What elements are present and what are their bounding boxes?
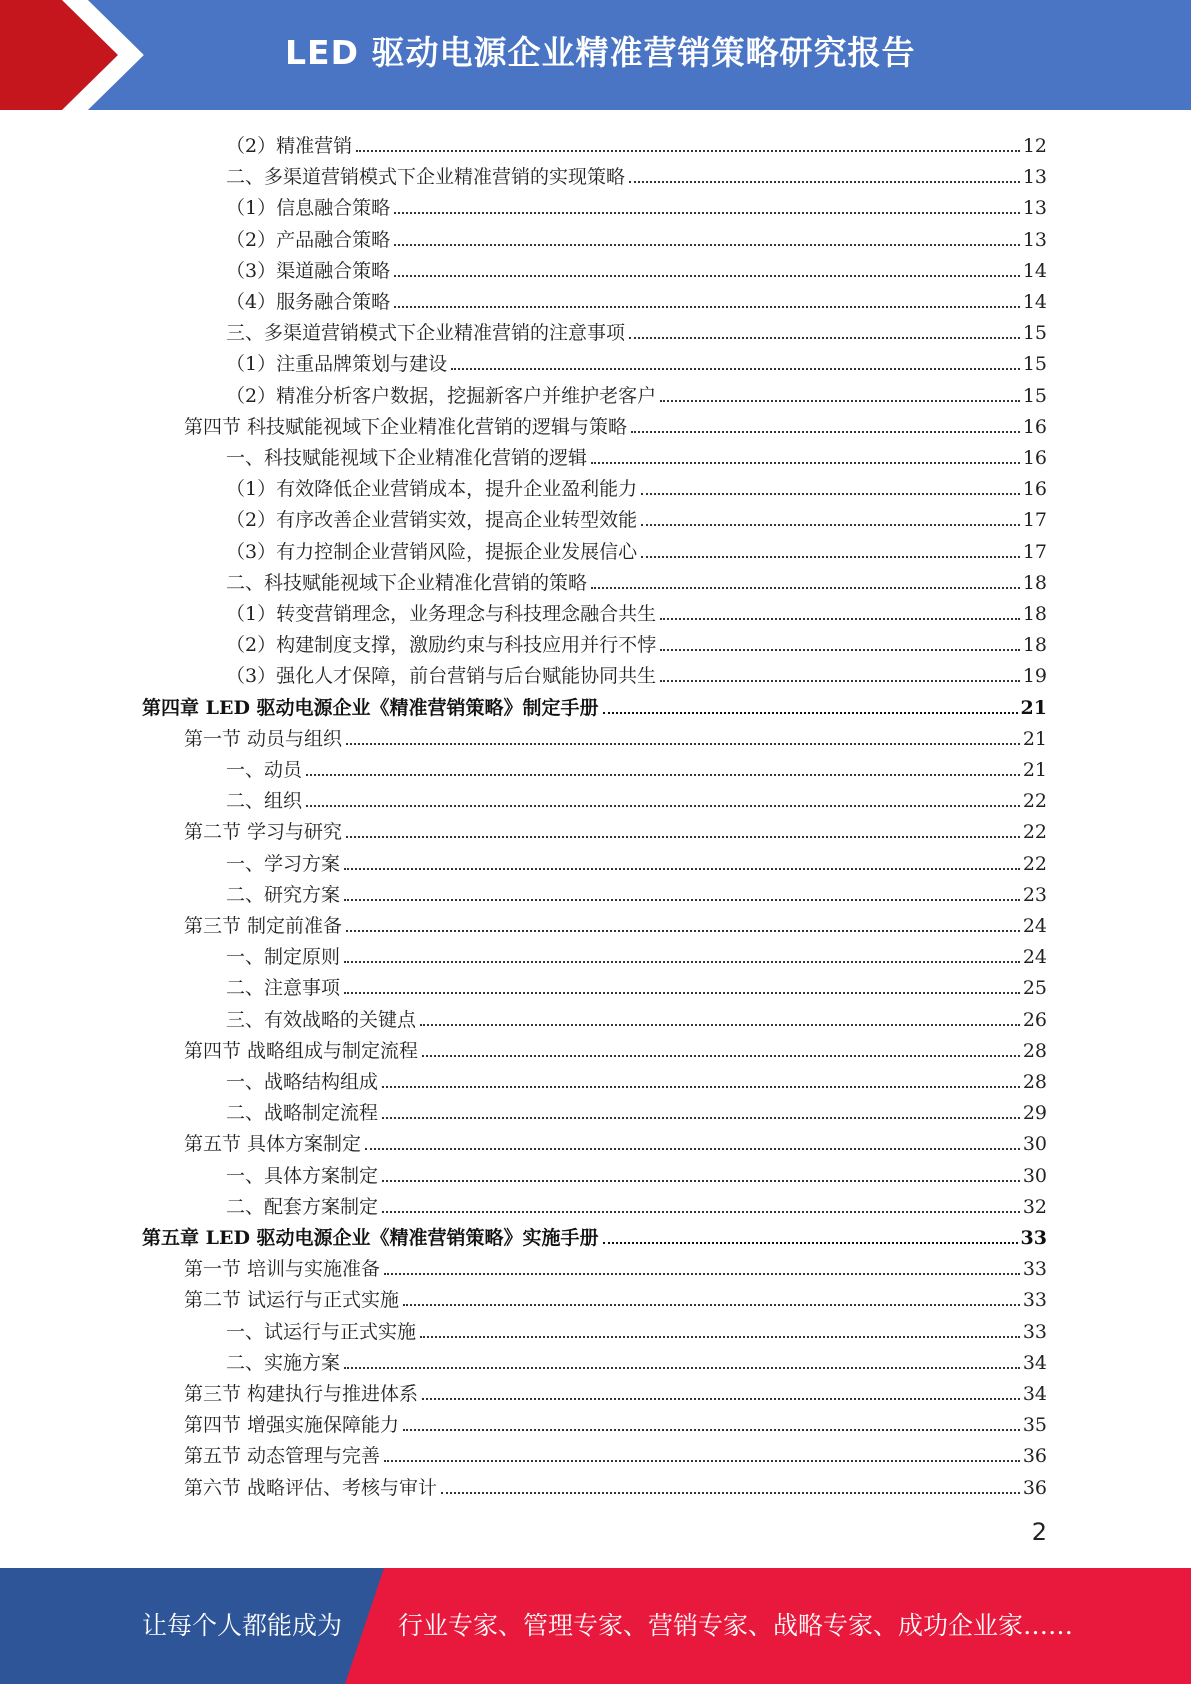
toc-entry[interactable] <box>226 969 1047 1000</box>
toc-dot-leader <box>356 150 1020 152</box>
toc-entry-label: 第三节 制定前准备 <box>184 915 343 937</box>
toc-dot-leader <box>660 680 1020 682</box>
footer-slogan-left: 让每个人都能成为 <box>142 1611 343 1640</box>
toc-dot-leader <box>641 556 1020 558</box>
toc-entry[interactable] <box>226 1188 1047 1219</box>
toc-entry-label: 第四节 战略组成与制定流程 <box>184 1039 419 1062</box>
toc-entry-page: 34 <box>1022 1383 1047 1405</box>
chevron-decoration-icon <box>0 0 160 110</box>
toc-entry-label: 一、科技赋能视域下企业精准化营销的逻辑 <box>226 447 588 469</box>
toc-entry[interactable] <box>226 845 1047 876</box>
toc-entry-page: 35 <box>1022 1414 1047 1437</box>
toc-entry-page: 21 <box>1022 727 1047 750</box>
toc-entry[interactable] <box>226 1344 1047 1375</box>
toc-dot-leader <box>403 1304 1020 1306</box>
page-footer <box>0 1568 1191 1684</box>
toc-dot-leader <box>346 836 1020 838</box>
toc-entry[interactable] <box>226 657 1047 688</box>
toc-dot-leader <box>344 899 1020 901</box>
toc-entry-label: 一、战略结构组成 <box>226 1071 379 1093</box>
toc-entry[interactable] <box>184 1469 1047 1500</box>
toc-entry[interactable] <box>226 564 1047 595</box>
toc-entry[interactable] <box>226 252 1047 283</box>
toc-entry-page: 21 <box>1022 759 1047 781</box>
toc-entry-label: （2）精准分析客户数据，挖掘新客户并维护老客户 <box>226 384 657 407</box>
toc-entry-label: （1）有效降低企业营销成本，提升企业盈利能力 <box>226 478 638 501</box>
toc-dot-leader <box>603 712 1018 714</box>
toc-entry-page: 15 <box>1022 384 1047 407</box>
toc-entry-page: 16 <box>1022 447 1047 469</box>
toc-entry-page: 13 <box>1022 228 1047 251</box>
toc-entry-label: （1）转变营销理念，业务理念与科技理念融合共生 <box>226 603 657 625</box>
toc-entry-label: 第四节 科技赋能视域下企业精准化营销的逻辑与策略 <box>184 415 628 438</box>
toc-entry[interactable] <box>142 689 1047 720</box>
toc-entry[interactable] <box>226 127 1047 158</box>
toc-entry[interactable] <box>226 1313 1047 1344</box>
toc-dot-leader <box>306 805 1020 807</box>
toc-dot-leader <box>382 1180 1020 1182</box>
toc-entry[interactable] <box>226 501 1047 532</box>
toc-entry[interactable] <box>184 813 1047 844</box>
toc-entry-page: 13 <box>1022 166 1047 189</box>
toc-dot-leader <box>394 212 1020 214</box>
toc-dot-leader <box>641 493 1020 495</box>
toc-dot-leader <box>403 1429 1020 1431</box>
toc-entry-label: （1）信息融合策略 <box>226 197 391 220</box>
toc-entry[interactable] <box>226 938 1047 969</box>
toc-entry-page: 25 <box>1022 977 1047 1000</box>
toc-entry[interactable] <box>184 1032 1047 1063</box>
toc-entry-label: 第五章 LED 驱动电源企业《精准营销策略》实施手册 <box>142 1227 599 1249</box>
toc-dot-leader <box>365 1148 1020 1150</box>
toc-entry-label: 第一节 培训与实施准备 <box>184 1258 381 1281</box>
toc-entry-label: 第四章 LED 驱动电源企业《精准营销策略》制定手册 <box>142 696 599 719</box>
toc-entry-label: 二、注意事项 <box>226 977 341 1000</box>
toc-entry-label: 三、多渠道营销模式下企业精准营销的注意事项 <box>226 322 626 345</box>
toc-entry-page: 28 <box>1022 1071 1047 1093</box>
toc-entry[interactable] <box>226 782 1047 813</box>
toc-entry-page: 12 <box>1022 135 1047 157</box>
toc-entry-label: 二、战略制定流程 <box>226 1102 379 1125</box>
toc-entry-page: 18 <box>1022 603 1047 625</box>
toc-entry-label: 第四节 增强实施保障能力 <box>184 1414 400 1437</box>
toc-entry-page: 33 <box>1020 1227 1047 1249</box>
toc-entry-label: （2）产品融合策略 <box>226 228 391 251</box>
toc-entry-page: 14 <box>1022 291 1047 313</box>
toc-entry-label: 第三节 构建执行与推进体系 <box>184 1383 419 1405</box>
toc-entry-page: 24 <box>1022 915 1047 937</box>
toc-entry[interactable] <box>226 1063 1047 1094</box>
toc-entry[interactable] <box>184 720 1047 751</box>
toc-dot-leader <box>603 1242 1018 1244</box>
toc-entry[interactable] <box>226 533 1047 564</box>
toc-dot-leader <box>394 244 1020 246</box>
toc-entry[interactable] <box>184 907 1047 938</box>
toc-entry[interactable] <box>226 283 1047 314</box>
toc-entry-label: （2）有序改善企业营销实效，提高企业转型效能 <box>226 509 638 532</box>
toc-entry-page: 33 <box>1022 1258 1047 1281</box>
toc-entry[interactable] <box>226 751 1047 782</box>
toc-entry[interactable] <box>226 595 1047 626</box>
toc-dot-leader <box>384 1273 1020 1275</box>
toc-dot-leader <box>660 649 1020 651</box>
toc-entry-page: 22 <box>1022 821 1047 844</box>
toc-entry[interactable] <box>184 1437 1047 1468</box>
toc-dot-leader <box>346 930 1020 932</box>
toc-dot-leader <box>344 961 1020 963</box>
toc-entry[interactable] <box>226 626 1047 657</box>
toc-entry[interactable] <box>184 1406 1047 1437</box>
toc-entry-page: 23 <box>1022 883 1047 906</box>
toc-entry-label: 二、配套方案制定 <box>226 1195 379 1218</box>
toc-entry-page: 13 <box>1022 197 1047 220</box>
toc-entry-page: 30 <box>1022 1164 1047 1187</box>
toc-entry-page: 33 <box>1022 1289 1047 1312</box>
toc-entry-page: 36 <box>1022 1476 1047 1499</box>
toc-entry[interactable] <box>226 158 1047 189</box>
toc-dot-leader <box>441 1492 1020 1494</box>
toc-dot-leader <box>394 306 1020 308</box>
toc-entry-page: 16 <box>1022 415 1047 438</box>
toc-entry-label: （4）服务融合策略 <box>226 291 391 313</box>
toc-entry[interactable] <box>226 377 1047 408</box>
toc-dot-leader <box>306 774 1020 776</box>
toc-entry-label: 二、实施方案 <box>226 1351 341 1374</box>
toc-dot-leader <box>660 400 1020 402</box>
toc-dot-leader <box>591 462 1020 464</box>
toc-entry[interactable] <box>184 1250 1047 1281</box>
toc-entry[interactable] <box>142 1219 1047 1250</box>
footer-slogan-right: 行业专家、管理专家、营销专家、战略专家、成功企业家…… <box>398 1611 1074 1640</box>
toc-dot-leader <box>420 1024 1020 1026</box>
toc-entry-label: （2）精准营销 <box>226 135 353 157</box>
toc-dot-leader <box>641 524 1020 526</box>
toc-entry[interactable] <box>184 1375 1047 1406</box>
toc-entry-label: 二、多渠道营销模式下企业精准营销的实现策略 <box>226 166 626 189</box>
toc-dot-leader <box>382 1211 1020 1213</box>
toc-entry-page: 22 <box>1022 852 1047 875</box>
toc-dot-leader <box>631 431 1020 433</box>
toc-dot-leader <box>394 275 1020 277</box>
toc-entry[interactable] <box>226 314 1047 345</box>
toc-entry-label: 二、研究方案 <box>226 883 341 906</box>
toc-entry-page: 18 <box>1022 571 1047 594</box>
toc-entry-page: 34 <box>1022 1351 1047 1374</box>
toc-dot-leader <box>591 587 1020 589</box>
toc-entry-page: 17 <box>1022 509 1047 532</box>
toc-entry-label: 一、制定原则 <box>226 946 341 969</box>
toc-entry-label: （1）注重品牌策划与建设 <box>226 353 448 376</box>
toc-dot-leader <box>422 1055 1020 1057</box>
toc-entry-label: 一、学习方案 <box>226 852 341 875</box>
toc-dot-leader <box>422 1398 1020 1400</box>
toc-entry-page: 28 <box>1022 1039 1047 1062</box>
toc-entry[interactable] <box>226 221 1047 252</box>
toc-entry[interactable] <box>226 1157 1047 1188</box>
toc-entry-label: 第一节 动员与组织 <box>184 727 343 750</box>
toc-entry-page: 21 <box>1020 696 1047 719</box>
toc-dot-leader <box>451 368 1020 370</box>
toc-dot-leader <box>382 1086 1020 1088</box>
toc-dot-leader <box>344 992 1020 994</box>
toc-entry-label: （2）构建制度支撑，激励约束与科技应用并行不悖 <box>226 634 657 657</box>
toc-dot-leader <box>420 1336 1020 1338</box>
toc-dot-leader <box>629 337 1020 339</box>
toc-entry[interactable] <box>226 439 1047 470</box>
toc-entry-page: 19 <box>1022 665 1047 688</box>
toc-entry-page: 26 <box>1022 1008 1047 1031</box>
toc-entry-label: 第五节 具体方案制定 <box>184 1133 362 1156</box>
toc-entry-page: 17 <box>1022 540 1047 563</box>
toc-entry[interactable] <box>184 408 1047 439</box>
toc-entry-page: 24 <box>1022 946 1047 969</box>
page-header <box>0 0 1191 110</box>
toc-dot-leader <box>382 1117 1020 1119</box>
toc-dot-leader <box>629 181 1020 183</box>
toc-entry-label: 一、具体方案制定 <box>226 1164 379 1187</box>
toc-entry-label: 一、试运行与正式实施 <box>226 1320 417 1343</box>
toc-entry-label: 第二节 试运行与正式实施 <box>184 1289 400 1312</box>
toc-entry-label: 第五节 动态管理与完善 <box>184 1445 381 1468</box>
toc-entry-page: 22 <box>1022 790 1047 813</box>
toc-entry-page: 33 <box>1022 1320 1047 1343</box>
toc-entry[interactable] <box>226 189 1047 220</box>
toc-entry-label: 一、动员 <box>226 759 303 781</box>
toc-entry-page: 29 <box>1022 1102 1047 1125</box>
toc-entry-label: 三、有效战略的关键点 <box>226 1008 417 1031</box>
toc-entry[interactable] <box>226 876 1047 907</box>
toc-entry-page: 18 <box>1022 634 1047 657</box>
toc-entry-label: （3）有力控制企业营销风险，提振企业发展信心 <box>226 540 638 563</box>
toc-entry[interactable] <box>226 1094 1047 1125</box>
toc-dot-leader <box>346 743 1020 745</box>
toc-entry-page: 30 <box>1022 1133 1047 1156</box>
toc-entry[interactable] <box>226 470 1047 501</box>
toc-entry[interactable] <box>226 345 1047 376</box>
toc-entry[interactable] <box>184 1281 1047 1312</box>
toc-entry[interactable] <box>226 1001 1047 1032</box>
page-number: 2 <box>1031 1518 1047 1546</box>
toc-entry-label: （3）强化人才保障，前台营销与后台赋能协同共生 <box>226 665 657 688</box>
report-title: LED 驱动电源企业精准营销策略研究报告 <box>285 33 916 72</box>
toc-entry-label: （3）渠道融合策略 <box>226 259 391 282</box>
toc-entry-label: 第六节 战略评估、考核与审计 <box>184 1476 438 1499</box>
toc-entry-page: 32 <box>1022 1195 1047 1218</box>
toc-entry-page: 15 <box>1022 322 1047 345</box>
toc-entry-label: 二、组织 <box>226 790 303 813</box>
toc-entry-label: 二、科技赋能视域下企业精准化营销的策略 <box>226 571 588 594</box>
toc-entry-page: 16 <box>1022 478 1047 501</box>
toc-entry-page: 36 <box>1022 1445 1047 1468</box>
toc-entry-label: 第二节 学习与研究 <box>184 821 343 844</box>
toc-entry[interactable] <box>184 1125 1047 1156</box>
toc-entry-page: 15 <box>1022 353 1047 376</box>
toc-dot-leader <box>660 618 1020 620</box>
toc-entry-page: 14 <box>1022 259 1047 282</box>
toc-dot-leader <box>384 1460 1020 1462</box>
toc-dot-leader <box>344 1367 1020 1369</box>
toc-dot-leader <box>344 868 1020 870</box>
